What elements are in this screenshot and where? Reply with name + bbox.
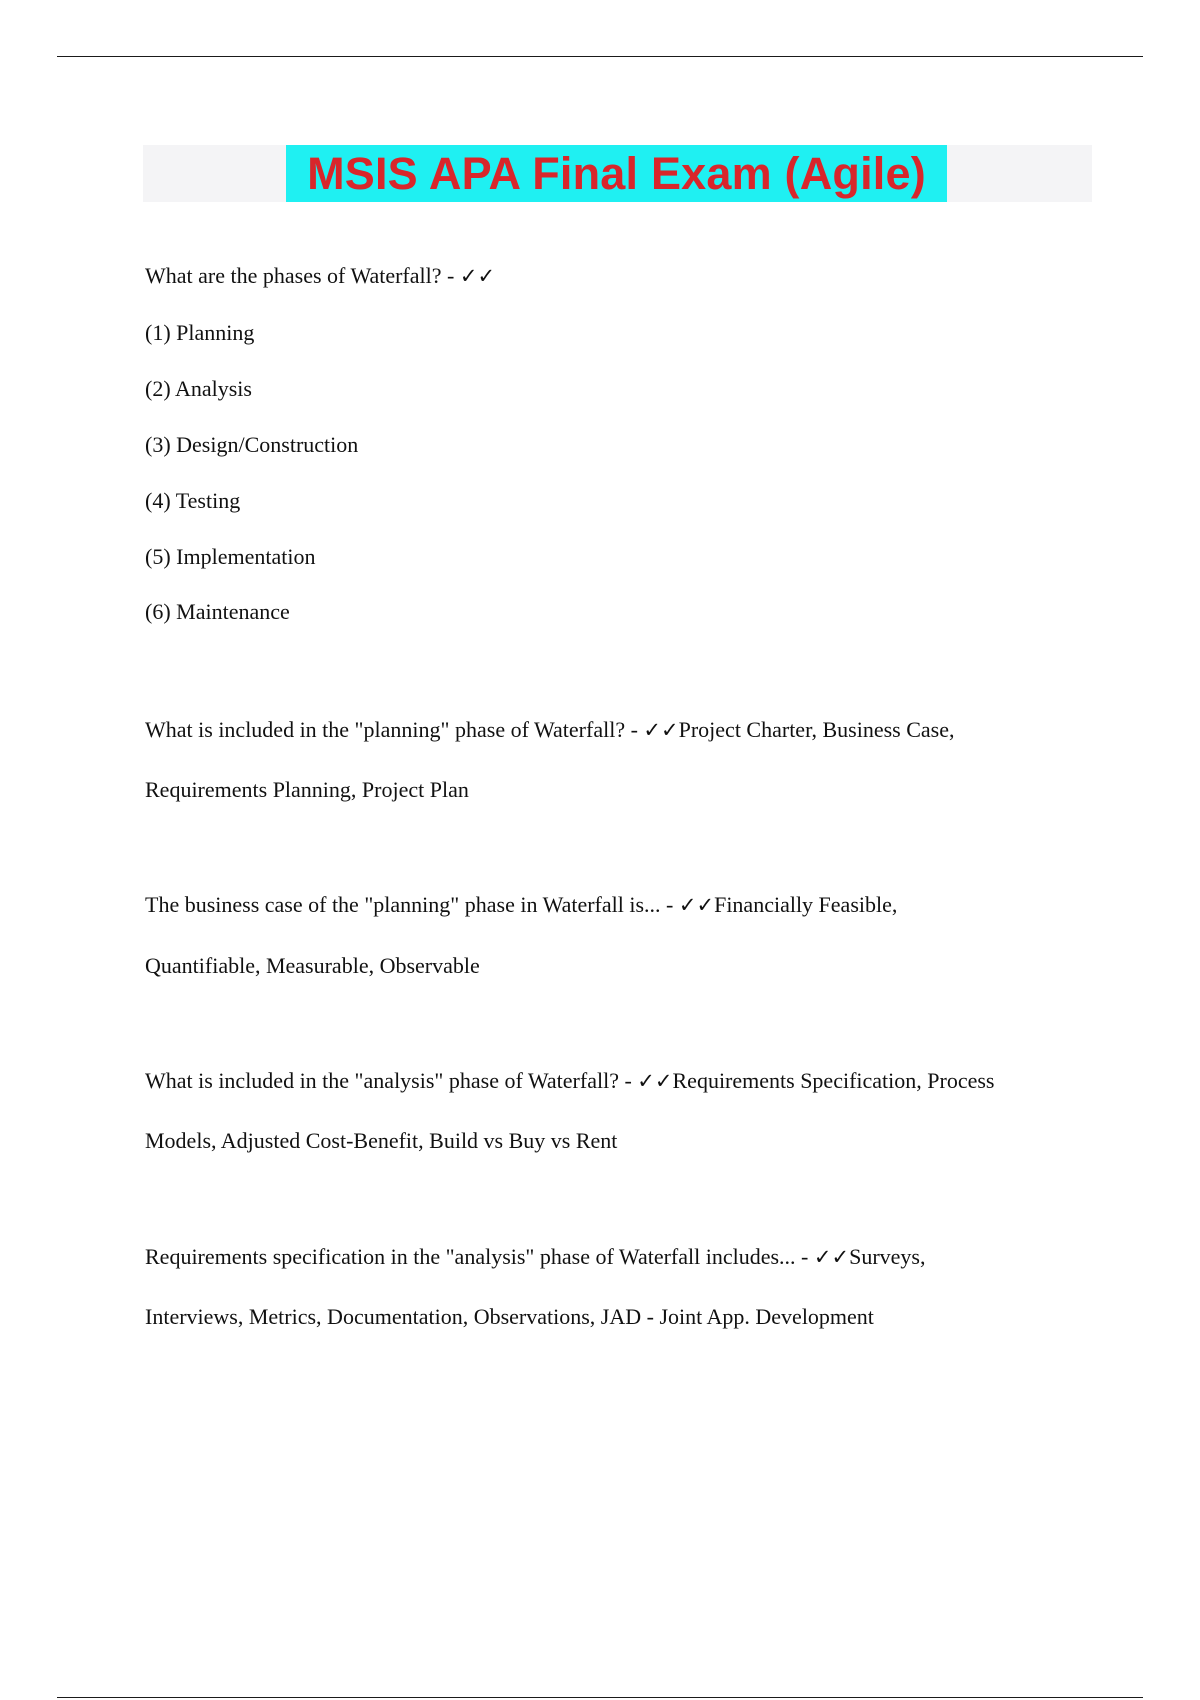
- question-3: [145, 890, 1105, 920]
- answer-continued: Quantifiable, Measurable, Observable: [145, 953, 480, 978]
- check-mark-icon: ✓✓: [637, 1069, 673, 1093]
- footer-rule: [57, 1697, 1143, 1698]
- question-text: What are the phases of Waterfall? -: [145, 263, 460, 288]
- document-title: MSIS APA Final Exam (Agile): [286, 145, 947, 202]
- question-4: [145, 1066, 1105, 1096]
- question-text: What is included in the "analysis" phase of Waterfall? -: [145, 1068, 638, 1093]
- answer-text: Project Charter, Business Case,: [678, 717, 955, 742]
- list-item: (4) Testing: [145, 488, 241, 513]
- answer-text: Financially Feasible,: [714, 892, 898, 917]
- check-mark-icon: ✓✓: [813, 1245, 850, 1269]
- question-1: [145, 261, 1105, 291]
- answer-continued: Models, Adjusted Cost-Benefit, Build vs Buy vs Rent: [145, 1128, 618, 1153]
- answer-text: Surveys,: [849, 1244, 926, 1269]
- answer-continued: Requirements Planning, Project Plan: [145, 777, 469, 802]
- question-2: [145, 715, 1105, 745]
- question-5: [145, 1242, 1105, 1272]
- answer-text: Requirements Specification, Process: [672, 1068, 995, 1093]
- list-item: (3) Design/Construction: [145, 432, 359, 457]
- list-item: (5) Implementation: [145, 544, 316, 569]
- check-mark-icon: ✓✓: [678, 893, 715, 917]
- check-mark-icon: ✓✓: [459, 264, 496, 288]
- check-mark-icon: ✓✓: [643, 718, 679, 742]
- question-text: Requirements specification in the "analysis" phase of Waterfall includes... -: [145, 1244, 814, 1269]
- answer-continued: Interviews, Metrics, Documentation, Observations, JAD - Joint App. Development: [145, 1304, 874, 1329]
- question-text: What is included in the "planning" phase of Waterfall? -: [145, 717, 644, 742]
- list-item: (6) Maintenance: [145, 599, 290, 624]
- header-rule: [57, 56, 1143, 57]
- list-item: (1) Planning: [145, 320, 255, 345]
- question-text: The business case of the "planning" phase in Waterfall is... -: [145, 892, 679, 917]
- list-item: (2) Analysis: [145, 376, 252, 401]
